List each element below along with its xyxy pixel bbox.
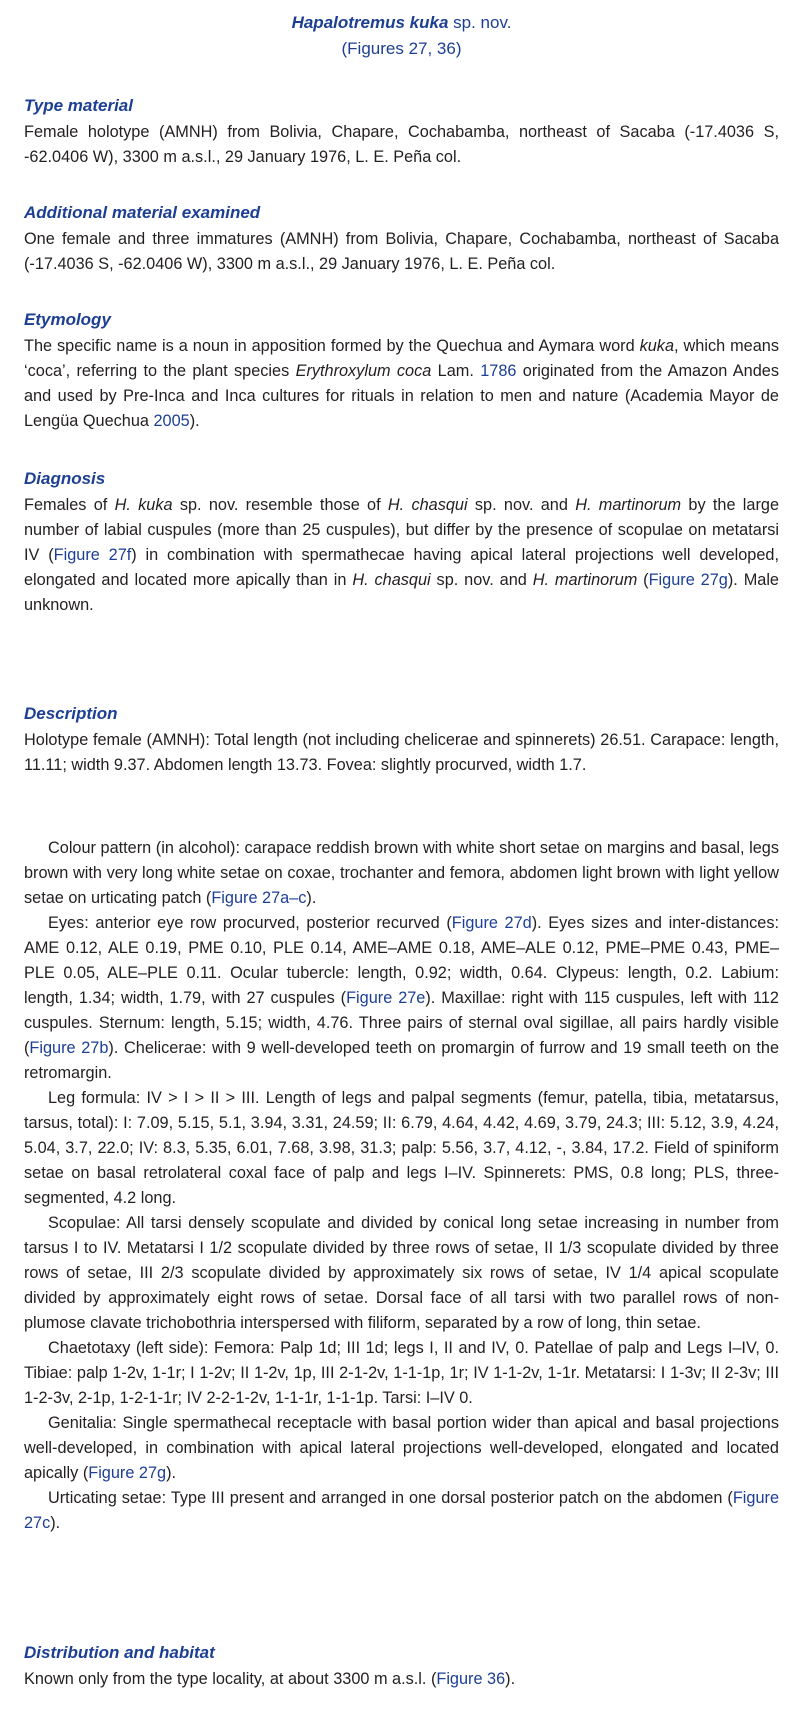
genitalia-paragraph: Genitalia: Single spermathecal receptacle with basal portion wider than apical and basal projections well-developed, in combination with apical lateral projections well-developed, elongated and located apically (Figure 27g). xyxy=(24,1414,779,1482)
species-title-block xyxy=(0,10,803,62)
type-material-heading: Type material xyxy=(24,96,133,115)
distribution-heading: Distribution and habitat xyxy=(24,1643,215,1662)
figure-link[interactable]: Figure 27b xyxy=(29,1039,109,1057)
additional-material-heading: Additional material examined xyxy=(24,203,261,222)
leg-formula-paragraph: Leg formula: IV > I > II > III. Length of legs and palpal segments (femur, patella, tibia, metatarsus, tarsus, total): I: 7.09, 5.15, 5.1, 3.94, 3.31, 24.59; II: 6.79, 4.64, 4.42, 4.69, 3.79, 24.3; III: 5.12, 3.9, 4.24, 5.04, 3.7, 22.0; IV: 8.3, 5.35, 6.01, 7.68, 3.98, 31.3; palp: 5.56, 3.7, 4.12, -, 3.84, 17.2. Field of spiniform setae on basal retrolateral coxal face of palp and legs I–IV. Spinnerets: PMS, 0.8 long; PLS, three-segmented, 4.2 long. xyxy=(24,1089,779,1207)
figure-link[interactable]: Figure 27f xyxy=(53,546,132,564)
diagnosis-heading: Diagnosis xyxy=(24,469,106,488)
etymology-heading: Etymology xyxy=(24,310,111,329)
figure-reference: (Figures 27, 36) xyxy=(341,39,462,58)
figure-link[interactable]: Figure 36 xyxy=(436,1670,506,1688)
distribution-text: Known only from the type locality, at about 3300 m a.s.l. (Figure 36). xyxy=(24,1670,516,1688)
diagnosis-text: Females of H. kuka sp. nov. resemble those of H. chasqui sp. nov. and H. martinorum by the large number of labial cuspules (more than 25 cuspules), but differ by the presence of scopulae on metatarsi IV (Figure 27f) in combination with spermathecae having apical lateral projections well developed, elongated and located more apically than in H. chasqui sp. nov. and H. martinorum (Figure 27g). Male unknown. xyxy=(24,496,779,614)
species-title xyxy=(0,10,803,36)
chaetotaxy-paragraph: Chaetotaxy (left side): Femora: Palp 1d; III 1d; legs I, II and IV, 0. Patellae of palp and Legs I–IV, 0. Tibiae: palp 1-2v, 1-1r; I 1-2v; II 1-2v, 1p, III 2-1-2v, 1-1-1p, 1r; IV 1-1-2v, 1-1r. Metatarsi: I 1-3v; II 2-3v; III 1-2-3v, 2-1p, 1-2-1-1r; IV 2-2-1-2v, 1-1-1r, 1-1-1p. Tarsi: I–IV 0. xyxy=(24,1339,779,1407)
citation-link[interactable]: 2005 xyxy=(153,412,190,430)
description-intro: Holotype female (AMNH): Total length (not including chelicerae and spinnerets) 26.51. Carapace: length, 11.11; width 9.37. Abdomen length 13.73. Fovea: slightly procurved, width 1.7. xyxy=(24,731,779,774)
figure-link[interactable]: Figure 27c xyxy=(24,1489,779,1532)
figure-link[interactable]: Figure 27d xyxy=(451,914,532,932)
additional-material-text: One female and three immatures (AMNH) from Bolivia, Chapare, Cochabamba, northeast of Sacaba (-17.4036 S, -62.0406 W), 3300 m a.s.l., 29 January 1976, L. E. Peña col. xyxy=(24,230,779,273)
figure-link[interactable]: Figure 27a–c xyxy=(211,889,307,907)
urticating-setae-paragraph: Urticating setae: Type III present and arranged in one dorsal posterior patch on the abdomen (Figure 27c). xyxy=(24,1489,779,1532)
figure-link[interactable]: Figure 27g xyxy=(88,1464,167,1482)
species-status: sp. nov. xyxy=(448,13,512,32)
colour-pattern-paragraph: Colour pattern (in alcohol): carapace reddish brown with white short setae on margins and basal, legs brown with very long white setae on coxae, trochanter and femora, abdomen light brown with light yellow setae on urticating patch (Figure 27a–c). xyxy=(24,839,779,907)
species-name: Hapalotremus kuka xyxy=(291,13,449,32)
figure-link[interactable]: Figure 27g xyxy=(648,571,728,589)
description-body xyxy=(24,836,779,1536)
etymology-text: The specific name is a noun in apposition formed by the Quechua and Aymara word kuka, which means ‘coca’, referring to the plant species Erythroxylum coca Lam. 1786 originated from the Amazon Andes and used by Pre-Inca and Inca cultures for rituals in relation to men and nature (Academia Mayor de Lengüa Quechua 2005). xyxy=(24,337,779,430)
figure-link[interactable]: Figure 27e xyxy=(346,989,426,1007)
citation-link[interactable]: 1786 xyxy=(480,362,517,380)
scopulae-paragraph: Scopulae: All tarsi densely scopulate and divided by conical long setae increasing in number from tarsus I to IV. Metatarsi I 1/2 scopulate divided by three rows of setae, II 1/3 scopulate divided by three rows of setae, III 2/3 scopulate divided by approximately six rows of setae, IV 1/4 apical scopulate divided by approximately eight rows of setae. Dorsal face of all tarsi with two parallel rows of non-plumose clavate trichobothria interspersed with filiform, separated by a row of long, thin setae. xyxy=(24,1214,779,1332)
eyes-paragraph: Eyes: anterior eye row procurved, posterior recurved (Figure 27d). Eyes sizes and inter-distances: AME 0.12, ALE 0.19, PME 0.10, PLE 0.14, AME–AME 0.18, AME–ALE 0.12, PME–PME 0.43, PME–PLE 0.05, ALE–PLE 0.11. Ocular tubercle: length, 0.92; width, 0.64. Clypeus: length, 0.2. Labium: length, 1.34; width, 1.79, with 27 cuspules (Figure 27e). Maxillae: right with 115 cuspules, left with 112 cuspules. Sternum: length, 5.15; width, 4.76. Three pairs of sternal oval sigillae, all pairs hardly visible (Figure 27b). Chelicerae: with 9 well-developed teeth on promargin of furrow and 19 small teeth on the retromargin. xyxy=(24,914,779,1082)
type-material-text: Female holotype (AMNH) from Bolivia, Chapare, Cochabamba, northeast of Sacaba (-17.4036 S, -62.0406 W), 3300 m a.s.l., 29 January 1976, L. E. Peña col. xyxy=(24,123,779,166)
description-heading: Description xyxy=(24,704,118,723)
